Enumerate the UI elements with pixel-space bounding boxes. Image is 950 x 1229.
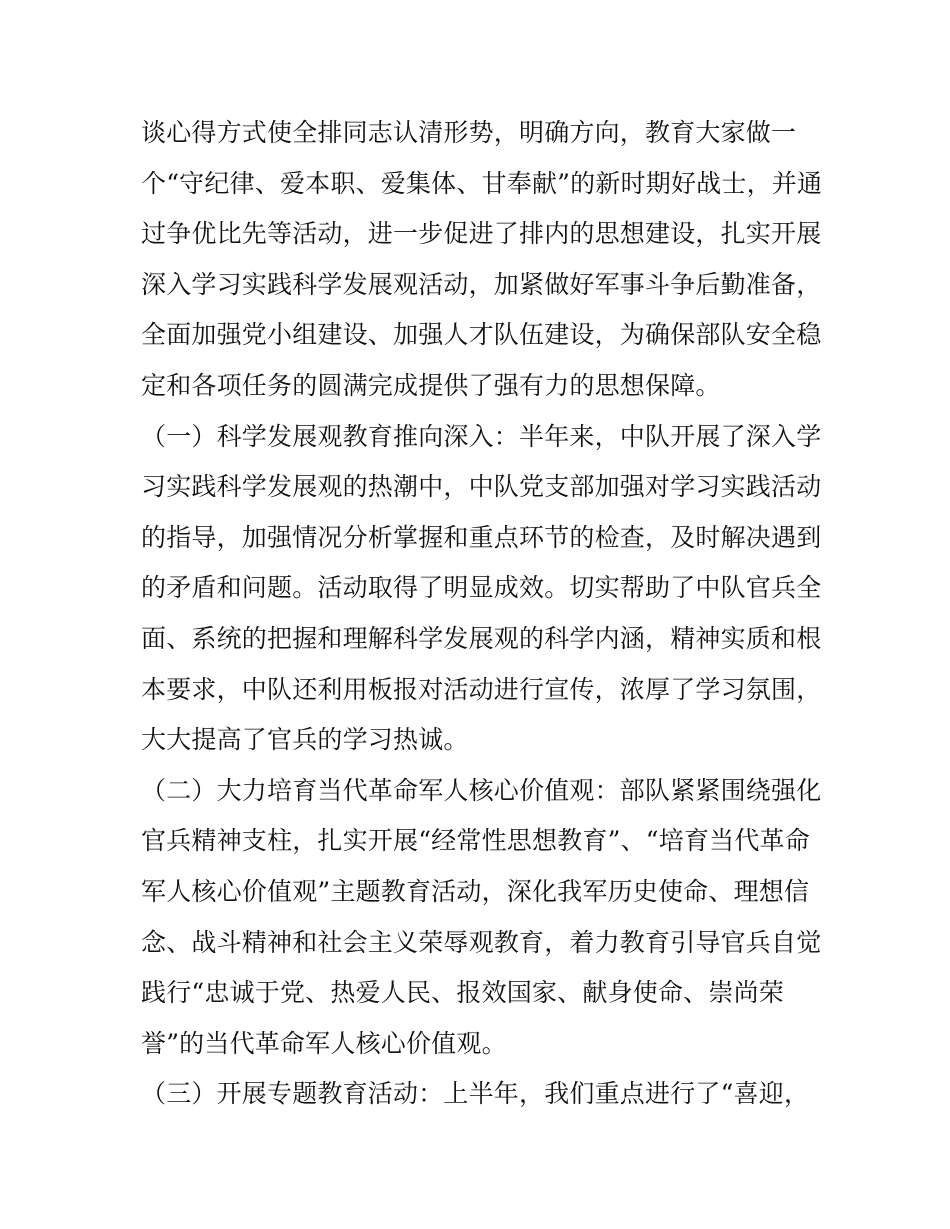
text-line: 大大提高了官兵的学习热诚。 [141,725,469,755]
text-line: 习实践科学发展观的热潮中，中队党支部加强对学习实践活动 [141,472,822,502]
text-line: 军人核心价值观”主题教育活动，深化我军历史使命、理想信 [141,876,810,906]
text-line: 的矛盾和问题。活动取得了明显成效。切实帮助了中队官兵全 [141,573,822,603]
text-line: 过争优比先等活动，进一步促进了排内的思想建设，扎实开展 [141,219,822,249]
document-body [141,108,841,1120]
text-line: 全面加强党小组建设、加强人才队伍建设，为确保部队安全稳 [141,320,822,350]
text-line: 面、系统的把握和理解科学发展观的科学内涵，精神实质和根 [141,623,822,653]
text-line: 深入学习实践科学发展观活动，加紧做好军事斗争后勤准备， [141,269,822,299]
section-heading-line: （一）科学发展观教育推向深入：半年来，中队开展了深入学 [141,421,822,451]
text-line: 的指导，加强情况分析掌握和重点环节的检查，及时解决遇到 [141,522,822,552]
text-line: 官兵精神支柱，扎实开展“经常性思想教育”、“培育当代革命 [141,826,810,856]
text-line: 本要求，中队还利用板报对活动进行宣传，浓厚了学习氛围， [141,674,822,704]
text-line: 誉”的当代革命军人核心价值观。 [141,1028,507,1058]
section-heading-line: （二）大力培育当代革命军人核心价值观：部队紧紧围绕强化 [141,775,822,805]
text-line: 念、战斗精神和社会主义荣辱观教育，着力教育引导官兵自觉 [141,927,822,957]
text-line: 践行“忠诚于党、热爱人民、报效国家、献身使命、崇尚荣 [141,978,784,1008]
section-heading-line: （三）开展专题教育活动：上半年，我们重点进行了“喜迎， [141,1079,810,1109]
text-line: 谈心得方式使全排同志认清形势，明确方向，教育大家做一 [141,118,797,147]
text-line: 定和各项任务的圆满完成提供了强有力的思想保障。 [141,370,721,400]
text-line: 个“守纪律、爱本职、爱集体、甘奉献”的新时期好战士，并通 [141,168,823,198]
